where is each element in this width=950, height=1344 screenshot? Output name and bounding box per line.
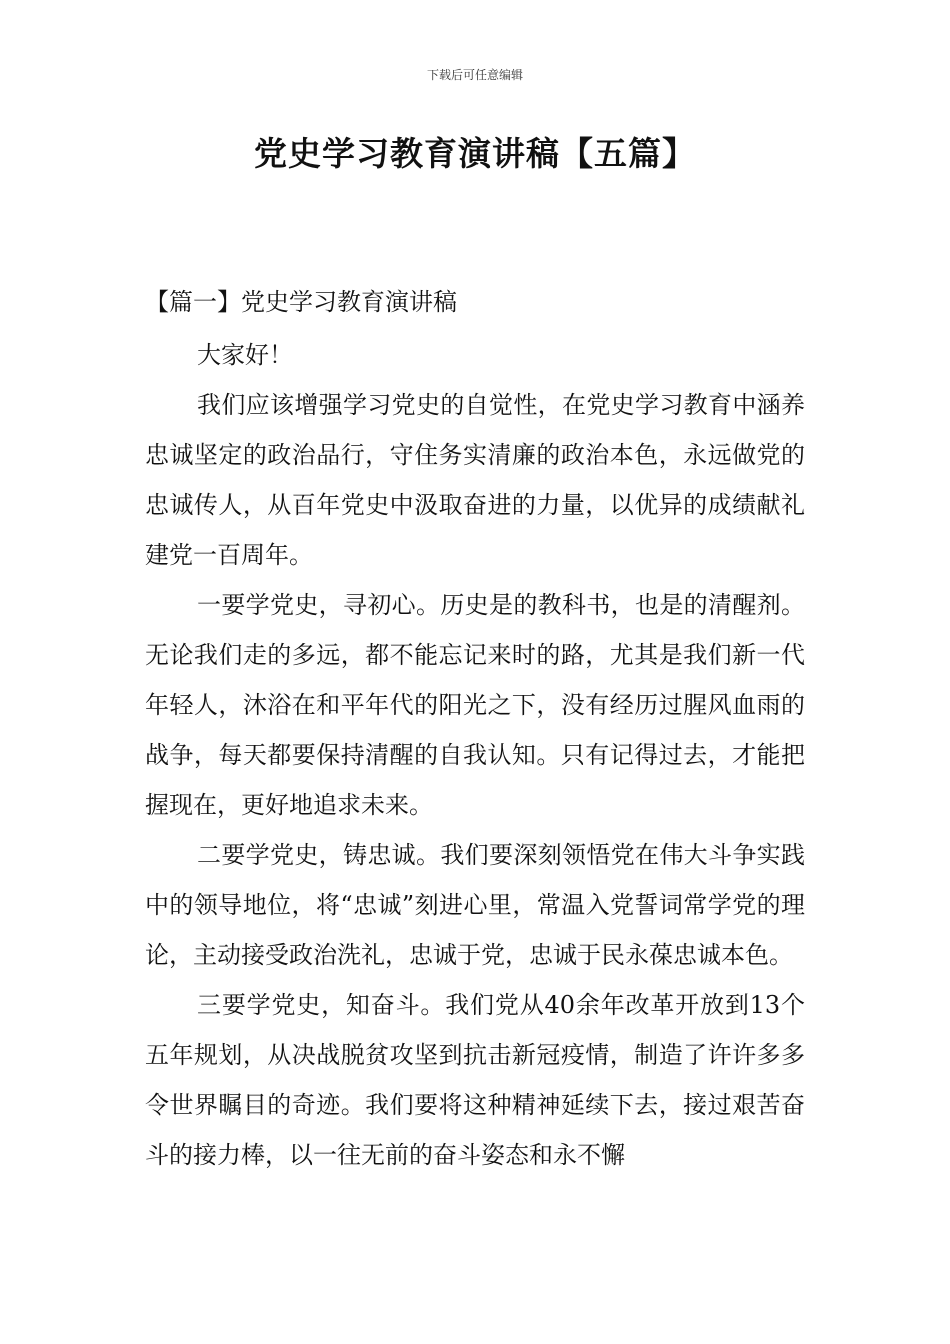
- paragraph-intro: 我们应该增强学习党史的自觉性，在党史学习教育中涵养忠诚坚定的政治品行，守住务实清廉的政治本色，永远做党的忠诚传人，从百年党史中汲取奋进的力量，以优异的成绩献礼建党一百周年。: [145, 391, 805, 569]
- section-heading: 【篇一】党史学习教育演讲稿: [145, 288, 457, 316]
- paragraph-greeting: 大家好！: [197, 341, 293, 369]
- document-body: [145, 330, 805, 1180]
- paragraph-point-one: 一要学党史，寻初心。历史是的教科书，也是的清醒剂。无论我们走的多远，都不能忘记来时的路，尤其是我们新一代年轻人，沐浴在和平年代的阳光之下，没有经历过腥风血雨的战争，每天都要保持清醒的自我认知。只有记得过去，才能把握现在，更好地追求未来。: [145, 591, 805, 819]
- paragraph-point-two: 二要学党史，铸忠诚。我们要深刻领悟党在伟大斗争实践中的领导地位，将“忠诚”刻进心里，常温入党誓词常学党的理论，主动接受政治洗礼，忠诚于党，忠诚于民永葆忠诚本色。: [145, 841, 805, 969]
- document-title: 党史学习教育演讲稿【五篇】: [254, 134, 696, 173]
- paragraph-point-three: 三要学党史，知奋斗。我们党从40余年改革开放到13个五年规划，从决战脱贫攻坚到抗击新冠疫情，制造了许许多多令世界瞩目的奇迹。我们要将这种精神延续下去，接过艰苦奋斗的接力棒，以一往无前的奋斗姿态和永不懈: [145, 991, 805, 1169]
- header-note: 下载后可任意编辑: [426, 68, 523, 82]
